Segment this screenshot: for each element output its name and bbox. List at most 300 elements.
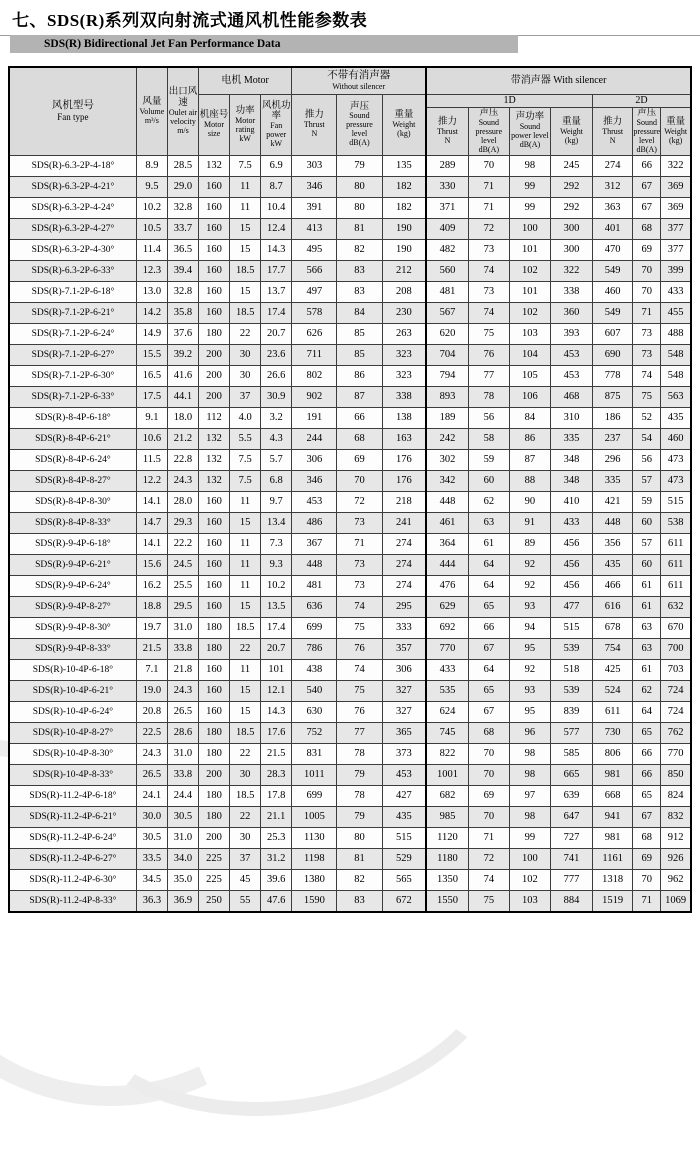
value-cell: 96: [509, 722, 550, 743]
value-cell: 74: [337, 659, 382, 680]
value-cell: 28.0: [167, 491, 198, 512]
value-cell: 75: [468, 890, 509, 912]
value-cell: 367: [292, 533, 337, 554]
value-cell: 92: [509, 575, 550, 596]
value-cell: 10.2: [136, 197, 167, 218]
value-cell: 9.1: [136, 407, 167, 428]
table-row: [9, 176, 691, 197]
value-cell: 208: [382, 281, 426, 302]
value-cell: 189: [426, 407, 468, 428]
table-row: [9, 302, 691, 323]
value-cell: 1198: [292, 848, 337, 869]
fan-model-cell: SDS(R)-8-4P-6-24°: [9, 449, 136, 470]
value-cell: 80: [337, 827, 382, 848]
value-cell: 624: [426, 701, 468, 722]
value-cell: 711: [292, 344, 337, 365]
value-cell: 5.7: [261, 449, 292, 470]
value-cell: 19.0: [136, 680, 167, 701]
value-cell: 850: [661, 764, 691, 785]
value-cell: 607: [593, 323, 633, 344]
col-header-spl-1d: 声压 Sound pressure level dB(A): [468, 108, 509, 156]
value-cell: 91: [509, 512, 550, 533]
value-cell: 312: [593, 176, 633, 197]
value-cell: 75: [337, 617, 382, 638]
value-cell: 70: [633, 869, 661, 890]
value-cell: 60: [633, 554, 661, 575]
value-cell: 75: [633, 386, 661, 407]
value-cell: 68: [468, 722, 509, 743]
value-cell: 65: [633, 722, 661, 743]
value-cell: 93: [509, 680, 550, 701]
value-cell: 786: [292, 638, 337, 659]
value-cell: 190: [382, 239, 426, 260]
value-cell: 12.2: [136, 470, 167, 491]
col-header-thrust-1d: 推力 Thrust N: [426, 108, 468, 156]
value-cell: 724: [661, 701, 691, 722]
value-cell: 682: [426, 785, 468, 806]
value-cell: 57: [633, 470, 661, 491]
value-cell: 71: [468, 827, 509, 848]
value-cell: 741: [550, 848, 592, 869]
value-cell: 18.5: [230, 722, 261, 743]
value-cell: 515: [550, 617, 592, 638]
fan-model-cell: SDS(R)-10-4P-8-30°: [9, 743, 136, 764]
value-cell: 61: [633, 575, 661, 596]
value-cell: 200: [199, 365, 230, 386]
value-cell: 180: [199, 722, 230, 743]
value-cell: 7.5: [230, 470, 261, 491]
value-cell: 30.0: [136, 806, 167, 827]
value-cell: 14.7: [136, 512, 167, 533]
value-cell: 672: [382, 890, 426, 912]
value-cell: 22: [230, 806, 261, 827]
value-cell: 79: [337, 764, 382, 785]
table-row: [9, 218, 691, 239]
value-cell: 495: [292, 239, 337, 260]
value-cell: 61: [468, 533, 509, 554]
value-cell: 85: [337, 344, 382, 365]
value-cell: 15: [230, 596, 261, 617]
value-cell: 72: [337, 491, 382, 512]
value-cell: 242: [426, 428, 468, 449]
value-cell: 31.0: [167, 617, 198, 638]
value-cell: 82: [337, 869, 382, 890]
value-cell: 962: [661, 869, 691, 890]
value-cell: 926: [661, 848, 691, 869]
value-cell: 200: [199, 827, 230, 848]
value-cell: 21.5: [261, 743, 292, 764]
value-cell: 20.7: [261, 638, 292, 659]
value-cell: 52: [633, 407, 661, 428]
value-cell: 160: [199, 575, 230, 596]
value-cell: 9.3: [261, 554, 292, 575]
value-cell: 902: [292, 386, 337, 407]
group-header-without-silencer: 不带有消声器 Without silencer: [292, 67, 426, 95]
value-cell: 373: [382, 743, 426, 764]
value-cell: 72: [468, 218, 509, 239]
value-cell: 86: [509, 428, 550, 449]
value-cell: 12.3: [136, 260, 167, 281]
value-cell: 413: [292, 218, 337, 239]
value-cell: 409: [426, 218, 468, 239]
value-cell: 832: [661, 806, 691, 827]
value-cell: 16.5: [136, 365, 167, 386]
value-cell: 30: [230, 827, 261, 848]
value-cell: 323: [382, 365, 426, 386]
value-cell: 30.5: [136, 827, 167, 848]
fan-model-cell: SDS(R)-11.2-4P-6-24°: [9, 827, 136, 848]
value-cell: 18.0: [167, 407, 198, 428]
value-cell: 180: [199, 806, 230, 827]
value-cell: 460: [661, 428, 691, 449]
value-cell: 274: [593, 155, 633, 176]
value-cell: 322: [661, 155, 691, 176]
col-header-outlet-velocity: 出口风速 Oulet air velocity m/s: [167, 67, 198, 155]
value-cell: 26.5: [167, 701, 198, 722]
value-cell: 699: [292, 785, 337, 806]
value-cell: 30: [230, 365, 261, 386]
value-cell: 822: [426, 743, 468, 764]
value-cell: 200: [199, 344, 230, 365]
value-cell: 8.9: [136, 155, 167, 176]
value-cell: 69: [337, 449, 382, 470]
value-cell: 102: [509, 869, 550, 890]
value-cell: 535: [426, 680, 468, 701]
value-cell: 8.7: [261, 176, 292, 197]
value-cell: 14.1: [136, 491, 167, 512]
value-cell: 727: [550, 827, 592, 848]
value-cell: 180: [199, 743, 230, 764]
value-cell: 296: [593, 449, 633, 470]
value-cell: 529: [382, 848, 426, 869]
value-cell: 22.8: [167, 449, 198, 470]
value-cell: 377: [661, 218, 691, 239]
value-cell: 160: [199, 491, 230, 512]
value-cell: 456: [550, 533, 592, 554]
table-row: [9, 449, 691, 470]
value-cell: 10.5: [136, 218, 167, 239]
value-cell: 699: [292, 617, 337, 638]
table-row: [9, 533, 691, 554]
table-row: [9, 281, 691, 302]
value-cell: 22: [230, 743, 261, 764]
table-row: [9, 323, 691, 344]
value-cell: 310: [550, 407, 592, 428]
value-cell: 30.5: [167, 806, 198, 827]
value-cell: 539: [550, 680, 592, 701]
table-row: [9, 260, 691, 281]
value-cell: 79: [337, 806, 382, 827]
value-cell: 482: [426, 239, 468, 260]
value-cell: 81: [337, 218, 382, 239]
value-cell: 481: [426, 281, 468, 302]
value-cell: 477: [550, 596, 592, 617]
value-cell: 31.2: [261, 848, 292, 869]
value-cell: 300: [550, 218, 592, 239]
value-cell: 160: [199, 596, 230, 617]
value-cell: 435: [661, 407, 691, 428]
value-cell: 83: [337, 890, 382, 912]
value-cell: 12.1: [261, 680, 292, 701]
table-row: [9, 680, 691, 701]
value-cell: 539: [550, 638, 592, 659]
value-cell: 377: [661, 239, 691, 260]
value-cell: 365: [382, 722, 426, 743]
value-cell: 180: [199, 323, 230, 344]
value-cell: 488: [661, 323, 691, 344]
value-cell: 563: [661, 386, 691, 407]
table-row: [9, 785, 691, 806]
value-cell: 762: [661, 722, 691, 743]
value-cell: 63: [468, 512, 509, 533]
table-row: [9, 344, 691, 365]
value-cell: 371: [426, 197, 468, 218]
table-row: [9, 155, 691, 176]
value-cell: 94: [509, 617, 550, 638]
value-cell: 13.0: [136, 281, 167, 302]
value-cell: 616: [593, 596, 633, 617]
value-cell: 87: [509, 449, 550, 470]
value-cell: 1519: [593, 890, 633, 912]
value-cell: 724: [661, 680, 691, 701]
value-cell: 18.5: [230, 302, 261, 323]
value-cell: 13.5: [261, 596, 292, 617]
value-cell: 30: [230, 764, 261, 785]
table-body: [9, 155, 691, 912]
value-cell: 71: [633, 302, 661, 323]
value-cell: 70: [468, 155, 509, 176]
fan-model-cell: SDS(R)-7.1-2P-6-18°: [9, 281, 136, 302]
fan-model-cell: SDS(R)-7.1-2P-6-27°: [9, 344, 136, 365]
fan-model-cell: SDS(R)-8-4P-8-27°: [9, 470, 136, 491]
value-cell: 69: [633, 239, 661, 260]
value-cell: 333: [382, 617, 426, 638]
value-cell: 33.8: [167, 764, 198, 785]
value-cell: 33.5: [136, 848, 167, 869]
value-cell: 274: [382, 533, 426, 554]
value-cell: 160: [199, 701, 230, 722]
value-cell: 11: [230, 575, 261, 596]
value-cell: 14.3: [261, 239, 292, 260]
table-row: [9, 239, 691, 260]
value-cell: 30: [230, 344, 261, 365]
value-cell: 7.5: [230, 449, 261, 470]
value-cell: 274: [382, 575, 426, 596]
value-cell: 391: [292, 197, 337, 218]
value-cell: 884: [550, 890, 592, 912]
value-cell: 34.5: [136, 869, 167, 890]
page-title: 七、SDS(R)系列双向射流式通风机性能参数表: [12, 11, 368, 30]
value-cell: 538: [661, 512, 691, 533]
value-cell: 59: [633, 491, 661, 512]
value-cell: 190: [382, 218, 426, 239]
value-cell: 34.0: [167, 848, 198, 869]
value-cell: 369: [661, 197, 691, 218]
value-cell: 14.9: [136, 323, 167, 344]
value-cell: 191: [292, 407, 337, 428]
value-cell: 99: [509, 827, 550, 848]
value-cell: 3.2: [261, 407, 292, 428]
value-cell: 65: [468, 596, 509, 617]
value-cell: 518: [550, 659, 592, 680]
col-header-weight-1d: 重量 Weight (kg): [550, 108, 592, 156]
value-cell: 73: [633, 344, 661, 365]
table-row: [9, 890, 691, 912]
value-cell: 36.9: [167, 890, 198, 912]
value-cell: 515: [661, 491, 691, 512]
value-cell: 44.1: [167, 386, 198, 407]
value-cell: 456: [550, 575, 592, 596]
value-cell: 76: [337, 638, 382, 659]
value-cell: 7.5: [230, 155, 261, 176]
value-cell: 824: [661, 785, 691, 806]
value-cell: 461: [426, 512, 468, 533]
value-cell: 794: [426, 365, 468, 386]
value-cell: 611: [661, 533, 691, 554]
value-cell: 35.8: [167, 302, 198, 323]
value-cell: 22: [230, 323, 261, 344]
value-cell: 548: [661, 344, 691, 365]
value-cell: 30.9: [261, 386, 292, 407]
value-cell: 60: [468, 470, 509, 491]
value-cell: 241: [382, 512, 426, 533]
value-cell: 25.3: [261, 827, 292, 848]
fan-model-cell: SDS(R)-7.1-2P-6-24°: [9, 323, 136, 344]
value-cell: 330: [426, 176, 468, 197]
value-cell: 1005: [292, 806, 337, 827]
value-cell: 70: [468, 764, 509, 785]
value-cell: 17.4: [261, 302, 292, 323]
value-cell: 89: [509, 533, 550, 554]
value-cell: 75: [468, 323, 509, 344]
value-cell: 64: [468, 659, 509, 680]
value-cell: 95: [509, 638, 550, 659]
value-cell: 93: [509, 596, 550, 617]
value-cell: 81: [337, 848, 382, 869]
value-cell: 754: [593, 638, 633, 659]
value-cell: 98: [509, 743, 550, 764]
value-cell: 132: [199, 449, 230, 470]
value-cell: 486: [292, 512, 337, 533]
value-cell: 21.1: [261, 806, 292, 827]
value-cell: 212: [382, 260, 426, 281]
value-cell: 427: [382, 785, 426, 806]
table-row: [9, 197, 691, 218]
col-header-spl-without: 声压 Sound pressure level dB(A): [337, 95, 382, 156]
value-cell: 981: [593, 764, 633, 785]
value-cell: 611: [593, 701, 633, 722]
value-cell: 28.5: [167, 155, 198, 176]
value-cell: 470: [593, 239, 633, 260]
value-cell: 39.2: [167, 344, 198, 365]
table-row: [9, 428, 691, 449]
value-cell: 295: [382, 596, 426, 617]
value-cell: 70: [468, 743, 509, 764]
value-cell: 1180: [426, 848, 468, 869]
value-cell: 6.8: [261, 470, 292, 491]
value-cell: 360: [550, 302, 592, 323]
value-cell: 163: [382, 428, 426, 449]
value-cell: 180: [199, 785, 230, 806]
page-subtitle: SDS(R) Bidirectional Jet Fan Performance Data: [44, 38, 281, 50]
value-cell: 777: [550, 869, 592, 890]
value-cell: 839: [550, 701, 592, 722]
table-row: [9, 806, 691, 827]
table-header: [9, 67, 691, 155]
value-cell: 364: [426, 533, 468, 554]
value-cell: 99: [509, 197, 550, 218]
value-cell: 455: [661, 302, 691, 323]
value-cell: 778: [593, 365, 633, 386]
value-cell: 10.6: [136, 428, 167, 449]
value-cell: 16.2: [136, 575, 167, 596]
value-cell: 101: [509, 281, 550, 302]
value-cell: 104: [509, 344, 550, 365]
value-cell: 770: [661, 743, 691, 764]
value-cell: 704: [426, 344, 468, 365]
col-header-swl-1d: 声功率 Sound power level dB(A): [509, 108, 550, 156]
value-cell: 425: [593, 659, 633, 680]
value-cell: 182: [382, 197, 426, 218]
value-cell: 84: [509, 407, 550, 428]
fan-model-cell: SDS(R)-6.3-2P-4-30°: [9, 239, 136, 260]
value-cell: 524: [593, 680, 633, 701]
value-cell: 75: [337, 680, 382, 701]
fan-model-cell: SDS(R)-7.1-2P-6-21°: [9, 302, 136, 323]
value-cell: 73: [337, 554, 382, 575]
value-cell: 11: [230, 533, 261, 554]
table-row: [9, 764, 691, 785]
fan-model-cell: SDS(R)-7.1-2P-6-33°: [9, 386, 136, 407]
value-cell: 448: [292, 554, 337, 575]
value-cell: 7.1: [136, 659, 167, 680]
value-cell: 54: [633, 428, 661, 449]
value-cell: 632: [661, 596, 691, 617]
value-cell: 444: [426, 554, 468, 575]
value-cell: 100: [509, 848, 550, 869]
fan-model-cell: SDS(R)-11.2-4P-6-21°: [9, 806, 136, 827]
value-cell: 302: [426, 449, 468, 470]
value-cell: 15: [230, 701, 261, 722]
value-cell: 540: [292, 680, 337, 701]
value-cell: 981: [593, 827, 633, 848]
value-cell: 21.5: [136, 638, 167, 659]
value-cell: 132: [199, 470, 230, 491]
value-cell: 20.7: [261, 323, 292, 344]
fan-model-cell: SDS(R)-6.3-2P-4-24°: [9, 197, 136, 218]
value-cell: 5.5: [230, 428, 261, 449]
table-row: [9, 617, 691, 638]
value-cell: 448: [593, 512, 633, 533]
value-cell: 58: [468, 428, 509, 449]
value-cell: 700: [661, 638, 691, 659]
value-cell: 41.6: [167, 365, 198, 386]
value-cell: 78: [468, 386, 509, 407]
value-cell: 37: [230, 386, 261, 407]
value-cell: 629: [426, 596, 468, 617]
value-cell: 95: [509, 701, 550, 722]
value-cell: 70: [633, 281, 661, 302]
value-cell: 24.3: [167, 680, 198, 701]
value-cell: 65: [633, 785, 661, 806]
value-cell: 1161: [593, 848, 633, 869]
value-cell: 70: [337, 470, 382, 491]
value-cell: 17.4: [261, 617, 292, 638]
value-cell: 176: [382, 470, 426, 491]
value-cell: 29.3: [167, 512, 198, 533]
value-cell: 9.5: [136, 176, 167, 197]
value-cell: 453: [382, 764, 426, 785]
